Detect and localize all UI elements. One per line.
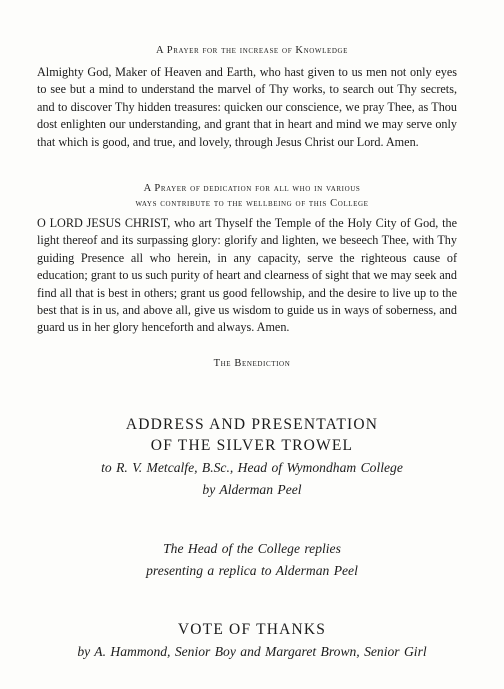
address-subtitle-line2: by Alderman Peel [202,482,302,497]
vote-of-thanks-subtitle: by A. Hammond, Senior Boy and Margaret Brown, Senior Girl [77,644,427,659]
prayer-dedication-heading-line2: ways contribute to the wellbeing of this College [135,198,369,209]
vote-of-thanks-title: VOTE OF THANKS [177,621,327,638]
prayer-dedication-text: O LORD JESUS CHRIST, who art Thyself the Temple of the Holy City of God, the light thereof and its surpassing glory: glorify and lighten, we beseech Thee, with Thy guiding Presence all who herein, in any capacity, serve the righteous cause of education; grant to us such purity of heart and clearness of sight that we may seek and find all that is best in others; grant us good fellowship, and the desire to live up to the best that is in us, and above all, give us wisdom to guide us in ways of soberness, and guard us in her glory henceforth and always. Amen. [37,216,457,335]
benediction-heading: The Benediction [213,358,291,369]
address-title-line2: OF THE SILVER TROWEL [150,437,354,454]
reply-line2: presenting a replica to Alderman Peel [146,563,358,578]
address-title-line1: ADDRESS AND PRESENTATION [125,416,379,433]
reply-line1: The Head of the College replies [163,541,341,556]
prayer-knowledge-text: Almighty God, Maker of Heaven and Earth, who hast given to us men not only eyes to see but a mind to understand the marvel of Thy works, to search out Thy secrets, and to discover Thy hidden treasures: quicken our conscience, we pray Thee, as Thou dost enlighten our understanding, and grant that in heart and mind we may serve only that which is good, and true, and lovely, through Jesus Christ our Lord. Amen. [37,65,457,149]
prayer-knowledge-heading: A Prayer for the increase of Knowledge [155,45,349,56]
prayer-dedication-heading-line1: A Prayer of dedication for all who in various [143,183,361,194]
address-subtitle-line1: to R. V. Metcalfe, B.Sc., Head of Wymondham College [101,460,403,475]
